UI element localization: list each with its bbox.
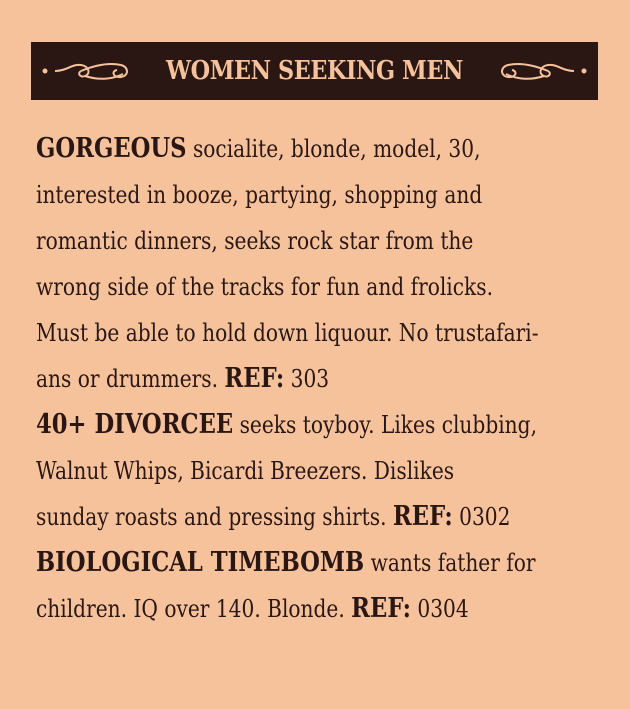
ad-line: interested in booze, partying, shopping and [36,181,483,209]
ad-headline: BIOLOGICAL TIMEBOMB [36,547,365,578]
ad-line: wrong side of the tracks for fun and frolicks. [36,273,494,301]
ad-line [36,126,606,172]
ad-line [36,402,606,448]
ad-line [36,356,606,402]
ref-value: 0304 [410,595,469,623]
ad-headline: 40+ DIVORCEE [36,409,234,440]
ad-text: socialite, blonde, model, 30, [186,135,481,163]
ad-line [36,586,606,632]
section-title: WOMEN SEEKING MEN [166,56,463,86]
ad-line [36,540,606,586]
ad-text: seeks toyboy. Likes clubbing, [233,411,537,439]
ad-line: Walnut Whips, Bicardi Breezers. Dislikes [36,457,455,485]
ad-text: ans or drummers. [36,365,225,393]
ad-text: children. IQ over 140. Blonde. [36,595,352,623]
ref-label: REF: [392,501,453,532]
classified-listings [36,126,606,632]
ref-label: REF: [351,593,411,624]
ref-value: 0302 [452,503,511,531]
ad-text: wants father for [364,549,536,577]
classified-ad [36,126,606,402]
ad-line: Must be able to hold down liquour. No trustafari- [36,319,539,347]
ad-text: sunday roasts and pressing shirts. [36,503,393,531]
ad-headline: GORGEOUS [36,133,187,164]
ad-line [36,494,606,540]
classified-ad [36,540,606,632]
ad-line: romantic dinners, seeks rock star from the [36,227,474,255]
ref-value: 303 [284,365,330,393]
section-banner [31,42,598,100]
classified-ad [36,402,606,540]
ref-label: REF: [224,363,285,394]
scroll-flourish-icon [496,56,592,86]
